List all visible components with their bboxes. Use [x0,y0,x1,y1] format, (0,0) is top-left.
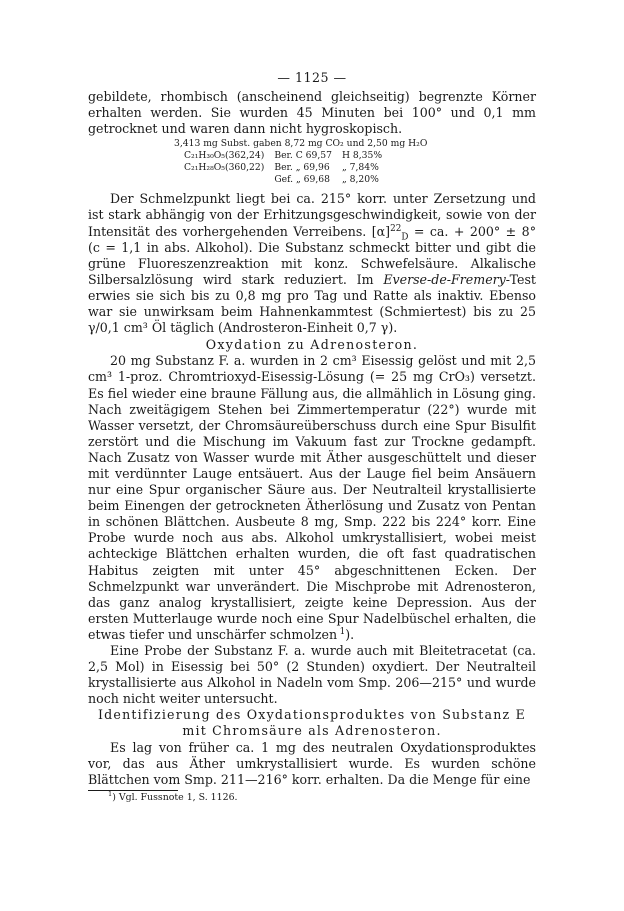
page-number: — 1125 — [277,70,347,85]
paragraph-identification: Es lag von früher ca. 1 mg des neutralen Oxydationsproduktes vor, das aus Äther umkrystallisiert wurde. Es wurden schöne Blättchen vom Smp. 211—216° korr. erhalten. Da die Menge für eine [88,739,536,787]
text-segment: Der Schmelzpunkt liegt bei ca. 215° korr. unter Zersetzung und ist stark abhängig von der Erhitzungsgeschwindigkeit, sowie von der Intensität des vorhergehenden Verreibens. [α] [88,191,536,239]
elemental-analysis [88,138,536,186]
analysis-formula [184,174,274,186]
text-segment: 20 mg Substanz F. a. wurden in 2 cm³ Eisessig gelöst und mit 2,5 cm³ 1-proz. Chromtrioxyd-Eisessig-Lösung (= 25 mg CrO₃) versetzt. Es fiel wieder eine braune Fällung aus, die allmählich in Lösung ging. Nach zweitägigem Stehen bei Zimmertemperatur (22°) wurde mit Wasser versetzt, der Chromsäureüberschuss durch eine Spur Bisulfit zerstört und die Mischung im Vakuum fast zur Trockne gedampft. Nach Zusatz von Wasser wurde mit Äther ausgeschüttelt und dieser mit verdünnter Lauge entsäuert. Aus der Lauge fiel beim Ansäuern nur eine Spur organischer Säure aus. Der Neutralteil krystallisierte beim Einengen der getrockneten Ätherlösung und Zusatz von Pentan in schönen Blättchen. Ausbeute 8 mg, Smp. 222 bis 224° korr. Eine Probe wurde noch aus abs. Alkohol umkrystallisiert, wobei meist achteckige Blättchen erhalten wurden, die oft fast quadratischen Habitus zeigten mit unter 45° abgeschnittenen Ecken. Der Schmelzpunkt war unverändert. Die Mischprobe mit Adrenosteron, das ganz analog krystallisiert, zeigte keine Depression. Aus der ersten Mutterlauge wurde noch eine Spur Nadelbüschel erhalten, die etwas tiefer und unschärfer schmolzen [88,353,536,642]
analysis-row [184,174,392,186]
section-heading-identification [88,707,536,739]
paragraph-lead-tetraacetate: Eine Probe der Substanz F. a. wurde auch mit Bleitetracetat (ca. 2,5 Mol) in Eisessig bei 50° (2 Stunden) oxydiert. Der Neutralteil krystallisierte aus Alkohol in Nadeln vom Smp. 206—215° und wurde noch nicht weiter untersucht. [88,643,536,707]
footnote [88,789,536,804]
text-segment: = ca. + 200° ± 8° (c = 1,1 in abs. Alkohol). Die Substanz schmeckt bitter und gibt die grüne Fluoreszenzreaktion mit konz. Schwefelsäure. Alkalische Silbersalzlösung wird stark reduziert. Im [88,223,536,287]
analysis-row [184,150,392,162]
footnote-rule [88,790,178,791]
analysis-carbon: Gef. „ 69,68 [274,174,330,186]
alpha-temperature: 22 [390,223,402,234]
text-segment: -Test erwies sie sich bis zu 0,8 mg pro Tag und Ratte als inaktiv. Ebenso war sie unwirksam beim Hahnenkammtest (Schmiertest) bis zu 25 γ/0,1 cm³ Öl täglich (Androsteron-Einheit 0,7 γ). [88,271,536,336]
heading-line: mit Chromsäure als Adrenosteron. [182,723,442,739]
paragraph-oxidation [88,353,536,643]
footnote-text: ) Vgl. Fussnote 1, S. 1126. [112,791,238,803]
footnote-mark: 1 [108,789,113,798]
paragraph-continuation: gebildete, rhombisch (anscheinend gleichseitig) begrenzte Körner erhalten werden. Sie wurden 45 Minuten bei 100° und 0,1 mm getrocknet und waren dann nicht hygroskopisch. [88,89,536,137]
paragraph-melting-point [88,191,536,336]
analysis-hydrogen: „ 7,84% [341,162,379,174]
heading-line: Identifizierung des Oxydationsproduktes von Substanz E [98,707,526,723]
analysis-hydrogen: „ 8,20% [341,174,379,186]
section-heading: Oxydation zu Adrenosteron. [205,337,419,353]
analysis-table [184,150,392,186]
analysis-carbon: Ber. „ 69,96 [274,162,330,174]
page [88,70,536,804]
analysis-hydrogen: H 8,35% [341,150,383,162]
analysis-row [184,162,392,174]
analysis-header: 3,413 mg Subst. gaben 8,72 mg CO₂ und 2,50 mg H₂O [174,138,428,150]
text-segment: ). [345,626,355,642]
analysis-carbon: Ber. C 69,57 [274,150,332,162]
analysis-formula: C₂₁H₂₈O₅(360,22) [184,162,265,174]
analysis-formula: C₂₁H₃₀O₅(362,24) [184,150,265,162]
footnote-reference: 1 [339,626,346,637]
test-name: Everse-de-Fremery [383,271,506,287]
alpha-line: D [401,232,409,243]
